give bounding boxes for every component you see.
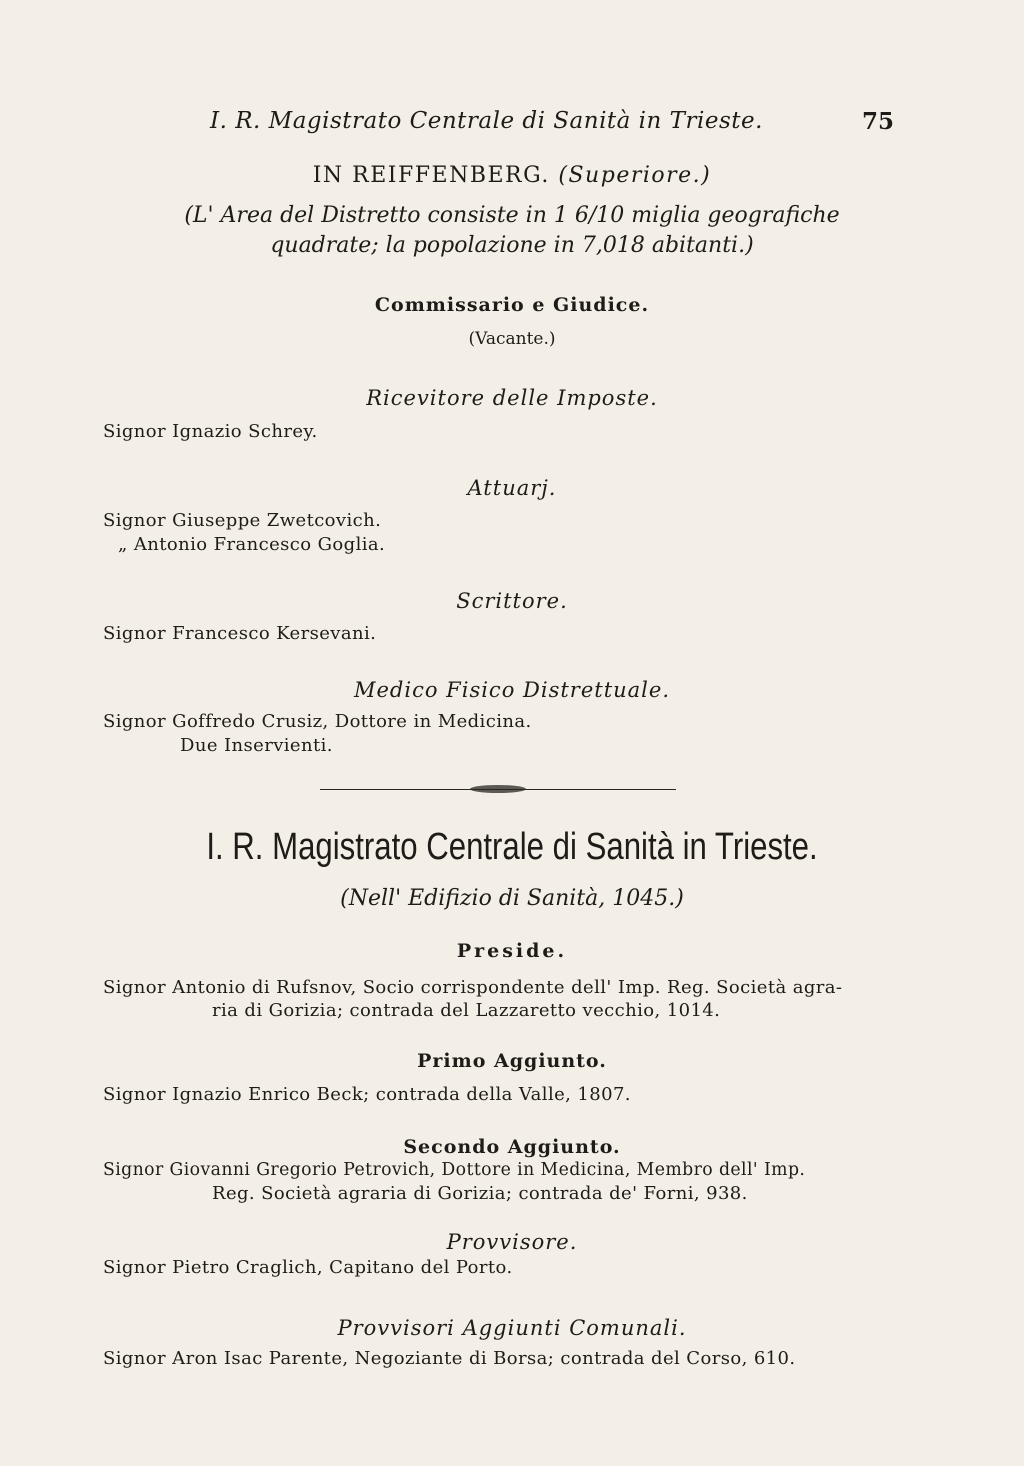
section-title-preside: Preside.: [456, 940, 568, 962]
section-title-scrittore: Scrittore.: [456, 589, 568, 613]
section-title-ricevitore: Ricevitore delle Imposte.: [366, 386, 658, 410]
district-heading: [0, 163, 1024, 188]
area-line-2: quadrate; la popolazione in 7,018 abitanti.): [270, 233, 754, 258]
section-title-secondo-aggiunto: Secondo Aggiunto.: [403, 1136, 621, 1158]
magistrato-subtitle: (Nell' Edifizio di Sanità, 1045.): [340, 886, 684, 911]
entry-line: Reg. Società agraria di Gorizia; contrada de' Forni, 938.: [212, 1183, 748, 1204]
entry-line: Signor Francesco Kersevani.: [103, 623, 377, 644]
entry-line: „ Antonio Francesco Goglia.: [118, 534, 386, 555]
section-title-primo-aggiunto: Primo Aggiunto.: [417, 1050, 607, 1072]
vacant-note: (Vacante.): [468, 329, 556, 349]
magistrato-title: I. R. Magistrato Centrale di Sanità in Trieste.: [206, 826, 818, 868]
divider-ornament: [470, 785, 526, 793]
entry-line: Signor Ignazio Enrico Beck; contrada della Valle, 1807.: [103, 1084, 631, 1105]
section-title-attuarj: Attuarj.: [467, 476, 557, 500]
section-title-commissario: Commissario e Giudice.: [374, 294, 650, 316]
district-name: IN REIFFENBERG.: [312, 163, 550, 188]
area-line-1: (L' Area del Distretto consiste in 1 6/10 miglia geografiche: [184, 203, 840, 228]
entry-line: Signor Ignazio Schrey.: [103, 421, 318, 442]
ornamental-divider: [320, 788, 676, 791]
section-title-provvisore: Provvisore.: [446, 1230, 578, 1254]
entry-line: Signor Aron Isac Parente, Negoziante di Borsa; contrada del Corso, 610.: [103, 1348, 796, 1369]
page-number: 75: [862, 108, 895, 135]
entry-line: Signor Antonio di Rufsnov, Socio corrispondente dell' Imp. Reg. Società agra-: [103, 977, 843, 998]
running-title: I. R. Magistrato Centrale di Sanità in Trieste.: [210, 108, 763, 134]
entry-line: ria di Gorizia; contrada del Lazzaretto vecchio, 1014.: [212, 1000, 721, 1021]
entry-line: Signor Goffredo Crusiz, Dottore in Medicina.: [103, 711, 532, 732]
district-note: (Superiore.): [558, 163, 712, 188]
entry-line: Due Inservienti.: [180, 735, 333, 756]
section-title-provvisori-aggiunti: Provvisori Aggiunti Comunali.: [337, 1316, 687, 1340]
entry-line: Signor Giovanni Gregorio Petrovich, Dottore in Medicina, Membro dell' Imp.: [103, 1160, 806, 1180]
entry-line: Signor Giuseppe Zwetcovich.: [103, 510, 382, 531]
section-title-medico: Medico Fisico Distrettuale.: [353, 678, 670, 702]
entry-line: Signor Pietro Craglich, Capitano del Porto.: [103, 1257, 513, 1278]
